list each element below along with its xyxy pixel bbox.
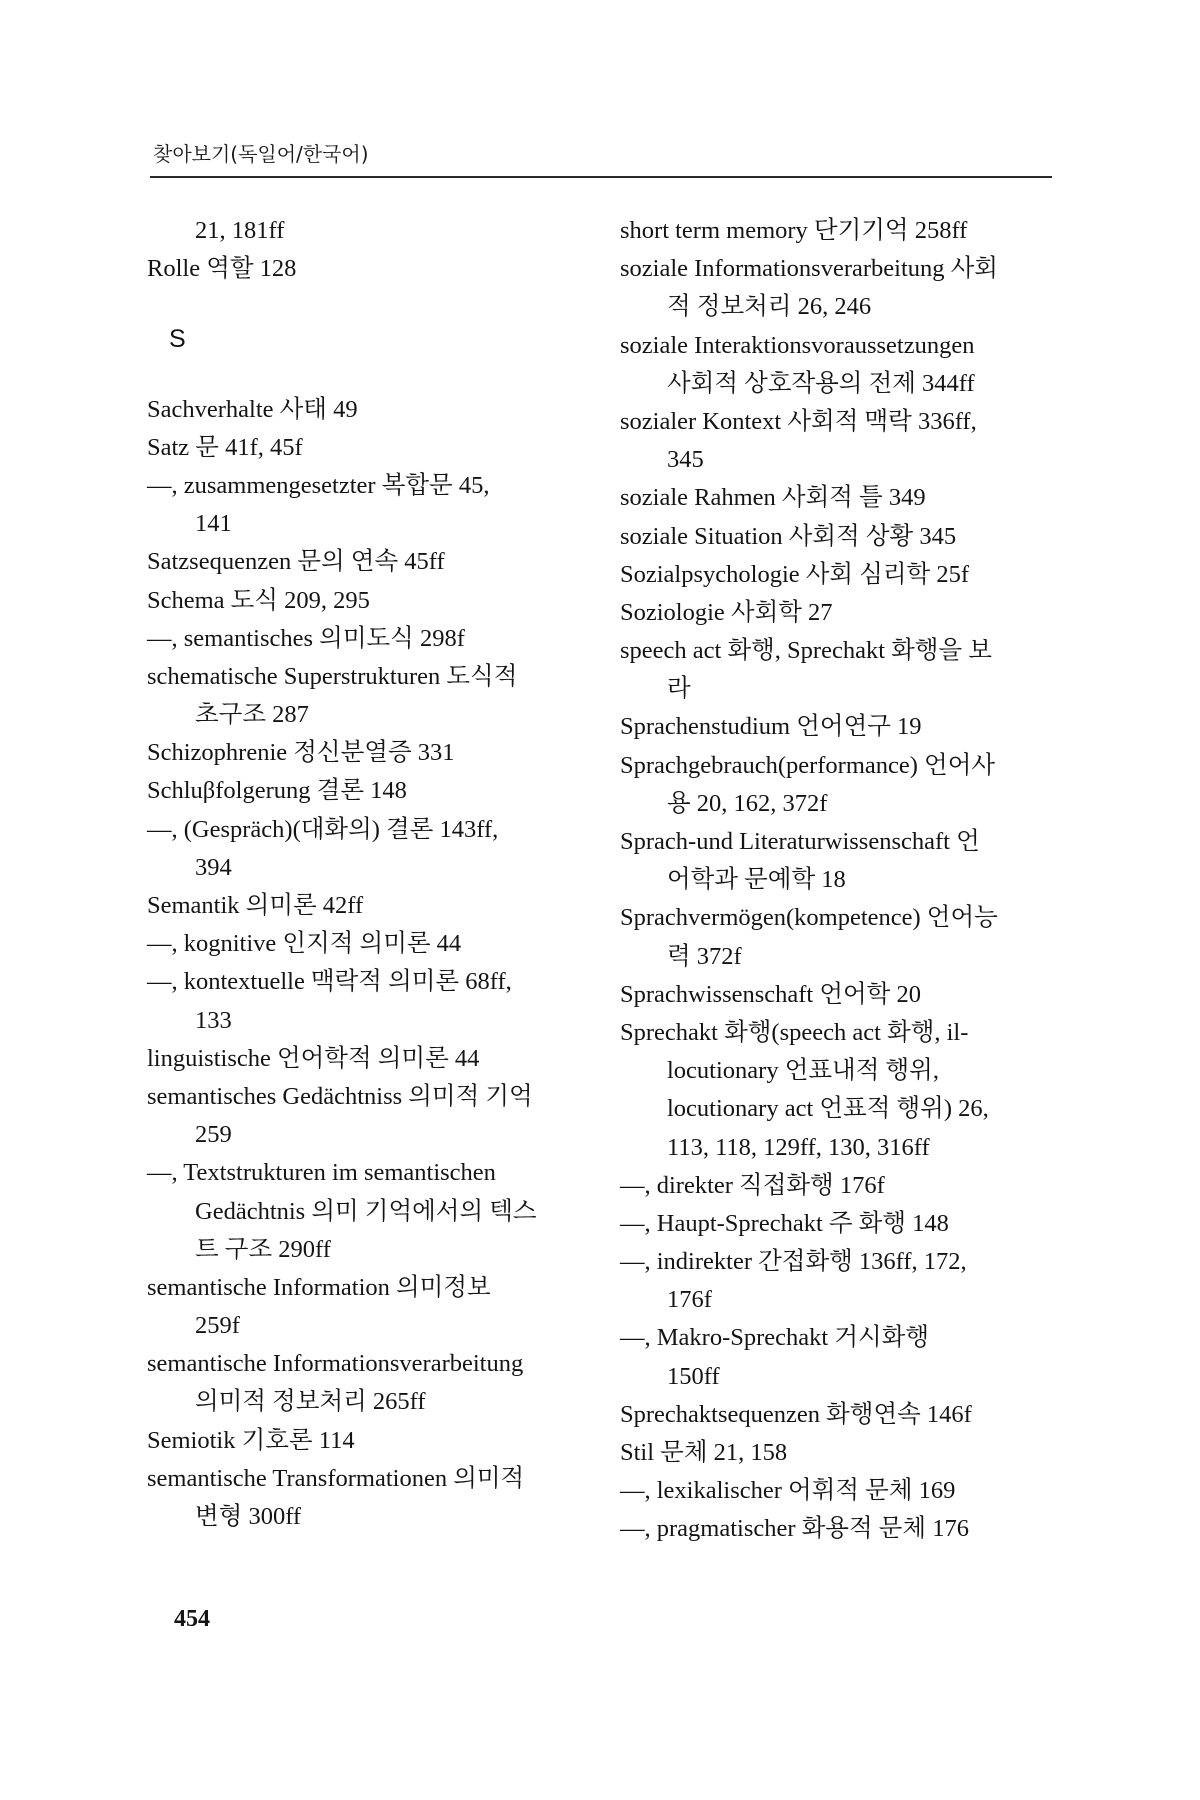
index-line: 259f [195,1312,240,1340]
index-line: Schluβfolgerung 결론 148 [147,777,407,805]
index-line: 력 372f [667,942,742,970]
page-number: 454 [174,1606,210,1632]
index-line: Satzsequenzen 문의 연속 45ff [147,548,445,576]
index-line: sozialer Kontext 사회적 맥락 336ff, [620,407,977,435]
index-line: Sprachenstudium 언어연구 19 [620,713,922,741]
index-line: Sprachwissenschaft 언어학 20 [620,980,921,1008]
index-line: 용 20, 162, 372f [667,789,828,817]
index-line: semantische Transformationen 의미적 [147,1464,525,1492]
index-line: 사회적 상호작용의 전제 344ff [667,369,975,397]
index-line: 259 [195,1121,232,1149]
index-line: semantische Informationsverarbeitung [147,1350,524,1378]
index-line: Stil 문체 21, 158 [620,1439,788,1466]
index-line: 어학과 문예학 18 [667,866,846,894]
index-line: soziale Rahmen 사회적 틀 349 [620,484,926,512]
page-header-title: 찾아보기(독일어/한국어) [153,142,369,166]
index-line: —, lexikalischer 어휘적 문체 169 [620,1477,956,1505]
index-line: soziale Situation 사회적 상황 345 [620,522,957,550]
index-line: 라 [667,675,691,703]
index-line: —, zusammengesetzter 복합문 45, [147,471,490,499]
index-column-left [147,212,577,1536]
index-line: —, indirekter 간접화행 136ff, 172, [620,1248,967,1276]
index-line: —, Makro-Sprechakt 거시화행 [620,1324,929,1352]
index-line: Semantik 의미론 42ff [147,892,364,919]
index-line: 133 [195,1006,232,1034]
index-line: Satz 문 41f, 45f [147,433,303,461]
index-line: semantisches Gedächtniss 의미적 기억 [147,1082,533,1110]
index-line: Schema 도식 209, 295 [147,586,370,614]
index-line: —, semantisches 의미도식 298f [147,624,465,652]
index-line: Sozialpsychologie 사회 심리학 25f [620,560,970,588]
index-line: —, direkter 직접화행 176f [620,1171,885,1199]
index-line: —, Textstrukturen im semantischen [147,1159,496,1187]
index-line: 적 정보처리 26, 246 [667,293,872,321]
index-line: locutionary act 언표적 행위) 26, [667,1095,989,1123]
index-line: soziale Informationsverarbeitung 사회 [620,255,998,283]
index-spacer [147,359,577,391]
index-line: —, (Gespräch)(대화의) 결론 143ff, [147,815,499,843]
index-line: Sprechakt 화행(speech act 화행, il- [620,1018,969,1046]
index-line: linguistische 언어학적 의미론 44 [147,1044,480,1072]
index-column-right [620,212,1060,1549]
index-line: Soziologie 사회학 27 [620,598,833,626]
index-line: speech act 화행, Sprechakt 화행을 보 [620,637,992,665]
index-line: Sprach-und Literaturwissenschaft 언 [620,828,980,855]
index-line: Sprachgebrauch(performance) 언어사 [620,751,996,779]
index-line: semantische Information 의미정보 [147,1273,491,1301]
index-line: schematische Superstrukturen 도식적 [147,662,518,690]
index-line: 394 [195,853,232,881]
index-line: Rolle 역할 128 [147,255,297,283]
index-line: 176f [667,1286,712,1314]
section-letter: S [169,325,186,354]
header-rule [150,176,1052,178]
index-line: —, pragmatischer 화용적 문체 176 [620,1515,969,1543]
index-line: Sachverhalte 사태 49 [147,395,358,423]
index-line: Semiotik 기호론 114 [147,1426,355,1454]
index-line: locutionary 언표내적 행위, [667,1057,939,1085]
index-line: —, kognitive 인지적 의미론 44 [147,930,462,958]
index-line: Gedächtnis 의미 기억에서의 텍스 [195,1197,537,1225]
index-line: 150ff [667,1362,720,1390]
index-line: 트 구조 290ff [195,1235,331,1263]
index-line: short term memory 단기기억 258ff [620,217,968,244]
index-spacer [147,288,577,320]
index-line: 345 [667,446,704,474]
index-line: soziale Interaktionsvoraussetzungen [620,331,975,359]
index-line: 변형 300ff [195,1503,302,1530]
index-line: —, kontextuelle 맥락적 의미론 68ff, [147,968,512,996]
index-line: 141 [195,510,232,538]
index-line: 초구조 287 [195,701,309,729]
index-line: Sprachvermögen(kompetence) 언어능 [620,904,998,932]
index-line: —, Haupt-Sprechakt 주 화행 148 [620,1209,949,1237]
index-line: Schizophrenie 정신분열증 331 [147,739,455,767]
index-line: 의미적 정보처리 265ff [195,1388,426,1416]
index-line: 21, 181ff [195,217,285,244]
index-line: 113, 118, 129ff, 130, 316ff [667,1133,930,1161]
index-line: Sprechaktsequenzen 화행연속 146f [620,1400,972,1428]
